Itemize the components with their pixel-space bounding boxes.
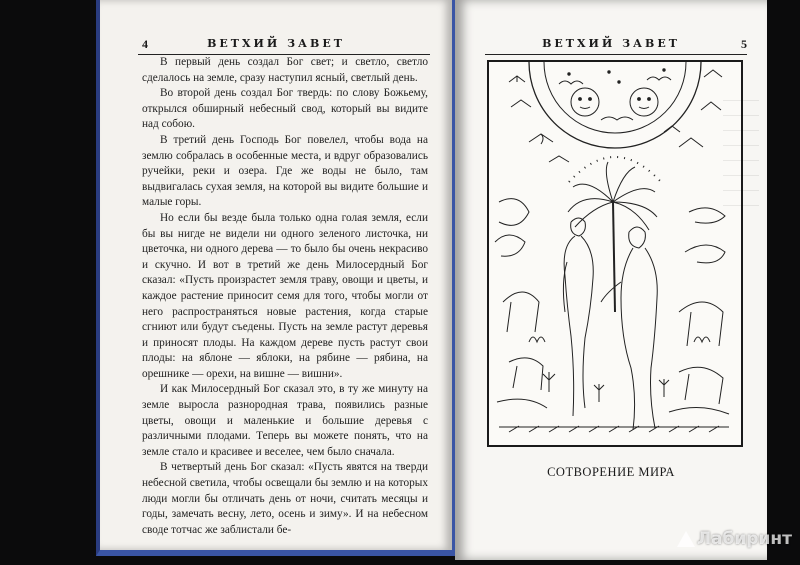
- bleed-through-text: [723, 100, 759, 220]
- header-rule-right: [485, 54, 747, 55]
- paragraph: В первый день создал Бог свет; и светло, светло сделалось на земле, сразу наступил ясный, светлый день.: [142, 56, 428, 84]
- creation-illustration: [487, 60, 743, 447]
- left-page: [96, 0, 457, 556]
- watermark-text: Лабиринт: [696, 529, 792, 549]
- right-page: [455, 0, 767, 560]
- paragraph: В четвертый день Бог сказал: «Пусть явятся на тверди небесной светила, чтобы освещали бы землю и на которых люди могли бы отличать день от ночи, считать месяцы и годы, замечать весну, лето, осень и зиму». И на небесном своде тотчас же заблистали бе-: [142, 461, 428, 536]
- body-text: [142, 55, 428, 538]
- page-number-right: 5: [741, 37, 747, 51]
- paragraph: В третий день Господь Бог повелел, чтобы вода на землю собралась в особенные места, и вдруг образовались ручейки, реки и озера. Где же воды не было, там выдвигалась сухая земля, на которой вы видите большие и малые горы.: [142, 133, 428, 209]
- labirint-logo-icon: [677, 531, 695, 547]
- paragraph: И как Милосердный Бог сказал это, в ту же минуту на земле выросла разнородная трава, появились разные цветы, овощи и маленькие и большие деревья с различными плодами. Теперь вы можете понять, что на земле стало и красивее и веселее, чем было сначала.: [142, 383, 428, 458]
- page-number-left: 4: [142, 37, 148, 51]
- paragraph: Но если бы везде была только одна голая земля, если бы вы нигде не видели ни одного зеленого листочка, ни цветочка, ни одного дерева — то было бы очень некрасиво и скучно. И вот в третий же день Милосердный Бог сказал: «Пусть произрастет земля траву, овощи и цветы, и каждое растение приносит семя для того, чтобы могли от него распространяться новые растения, когда старые сгниют или будут съедены. Пусть на земле растут деревья и приносят плоды. На каждом дереве пусть растут свои плоды: на яблоне — яблоки, на рябине — рябина, на орешнике — орехи, на вишне — вишни».: [142, 211, 428, 380]
- running-head-right: ВЕТХИЙ ЗАВЕТ: [542, 37, 680, 50]
- illustration-drawing: [489, 62, 741, 445]
- labirint-watermark: [677, 529, 792, 549]
- paragraph: Во второй день создал Бог твердь: по слову Божьему, открылся обширный небесный свод, который вы видите над собою.: [142, 87, 428, 131]
- running-head-left: ВЕТХИЙ ЗАВЕТ: [207, 37, 345, 50]
- illustration-caption: СОТВОРЕНИЕ МИРА: [547, 465, 675, 479]
